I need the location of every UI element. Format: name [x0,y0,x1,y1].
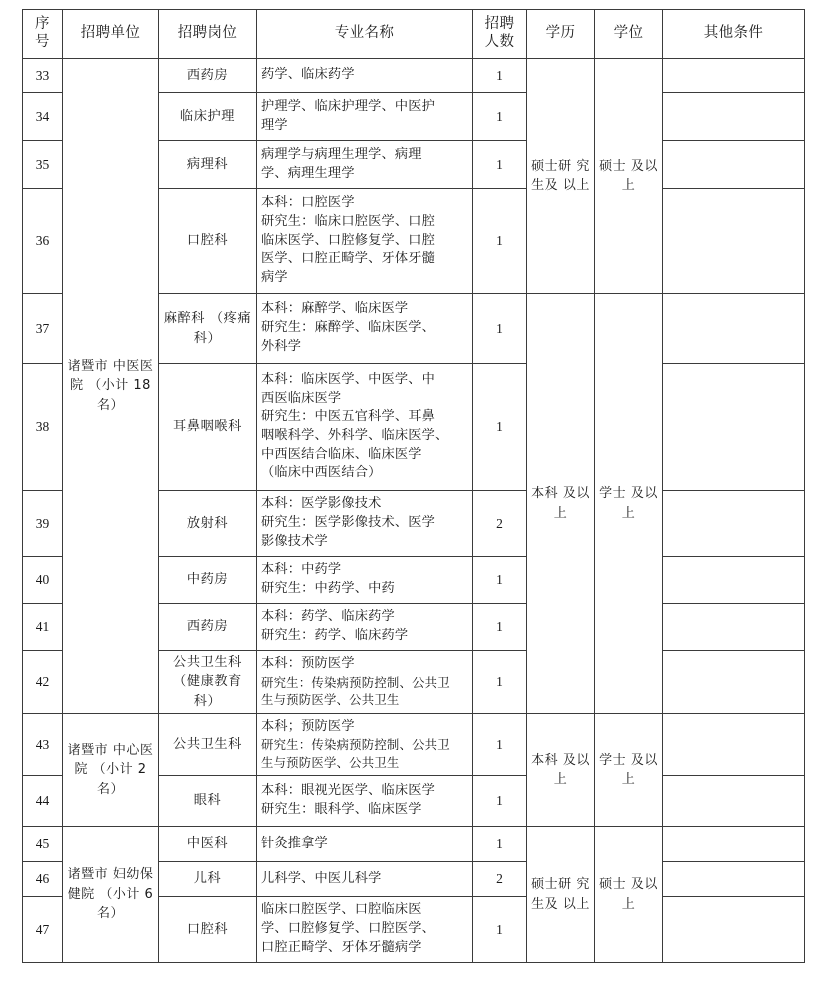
cell-other [663,714,805,776]
cell-post [159,862,257,897]
table-row [23,827,805,862]
unit-line-2: 中医医院 [70,358,154,394]
cell-count: 1 [473,776,527,827]
unit-line-2: 中心医院 [74,742,154,778]
cell-seq: 45 [23,827,63,862]
post-line: （疼痛科） [193,311,252,346]
column-header-unit: 招聘单位 [63,10,159,59]
cell-post [159,714,257,776]
deg-line: 学士 [599,486,627,501]
major-line: 研究生：麻醉学、临床医学、 [261,320,436,336]
cell-other [663,141,805,189]
major-line: 本科：医学影像技术 [261,496,382,512]
cell-count: 2 [473,862,527,897]
cell-seq: 42 [23,651,63,714]
major-line: 研究生：药学、临床药学 [261,628,409,643]
deg-line: 硕士 [599,158,627,174]
unit-line-1: 诸暨市 [67,867,109,883]
major-line: （临床中西医结合） [261,465,382,481]
cell-count: 1 [473,93,527,141]
cell-seq: 44 [23,776,63,827]
header-line-2: 人数 [484,34,515,50]
cell-major [257,604,473,651]
cell-post [159,364,257,491]
post-line: 西药房 [186,619,229,635]
cell-unit-1 [63,59,159,714]
cell-major [257,897,473,963]
cell-major [257,714,473,776]
cell-seq: 33 [23,59,63,93]
cell-post [159,827,257,862]
cell-other [663,93,805,141]
post-line: 中药房 [186,572,229,588]
major-line: 研究生：传染病预防控制、公共卫 [261,737,450,753]
major-line: 研究生：医学影像技术、医学 [261,515,436,531]
deg-line: 学士 [599,752,627,768]
post-line: 放射科 [186,515,229,531]
cell-major [257,491,473,557]
cell-seq: 34 [23,93,63,141]
cell-count: 1 [473,827,527,862]
cell-degree-3 [595,714,663,827]
header-line-2: 号 [35,34,50,50]
post-line: 麻醉科 [163,311,206,327]
cell-major [257,827,473,862]
major-line: 临床口腔医学、口腔临床医 [261,902,422,918]
cell-other [663,364,805,491]
major-line: 病理学与病理生理学、病理 [261,146,422,162]
major-line: 口腔正畸学、牙体牙髓病学 [261,939,422,955]
unit-line-4: 名） [96,906,124,922]
unit-line-2: 妇幼保健院 [67,867,154,902]
cell-count: 1 [473,141,527,189]
edu-line: 本科 [531,486,559,501]
cell-other [663,557,805,604]
cell-count: 1 [473,897,527,963]
major-line: 影像技术学 [261,533,328,549]
major-line: 病学 [261,270,288,286]
cell-major [257,862,473,897]
edu-line: 究生及 [531,158,590,193]
major-line: 临床医学、口腔修复学、口腔 [261,232,436,248]
major-line: 本科：麻醉学、临床医学 [261,301,409,317]
cell-post [159,59,257,93]
cell-other [663,59,805,93]
major-line: 中西医结合临床、临床医学 [261,446,422,462]
deg-line: 及以上 [621,877,658,912]
cell-unit-3 [63,827,159,963]
cell-major [257,557,473,604]
cell-seq: 41 [23,604,63,651]
cell-degree-4 [595,827,663,963]
column-header-seq [23,10,63,59]
cell-education-1 [527,59,595,294]
major-line: 研究生：中医五官科学、耳鼻 [261,409,436,425]
major-line: 儿科学、中医儿科学 [261,870,382,886]
cell-other [663,189,805,294]
post-line: 眼科 [193,793,222,809]
cell-major [257,364,473,491]
cell-post [159,491,257,557]
deg-line: 及以上 [621,752,658,787]
post-line: 口腔科 [186,921,229,937]
header-line-1: 序 [35,16,50,33]
cell-seq: 35 [23,141,63,189]
cell-count: 1 [473,59,527,93]
major-line: 本科：中药学 [261,562,342,578]
cell-post [159,651,257,714]
cell-count: 1 [473,364,527,491]
cell-seq: 37 [23,294,63,364]
post-line: 西药房 [186,67,229,83]
deg-line: 及以上 [621,486,658,521]
cell-major [257,59,473,93]
cell-unit-2 [63,714,159,827]
cell-other [663,776,805,827]
cell-other [663,827,805,862]
cell-other [663,862,805,897]
post-line: 耳鼻咽喉科 [173,419,242,435]
column-header-other: 其他条件 [663,10,805,59]
cell-post [159,93,257,141]
major-line: 研究生：传染病预防控制、公共卫 [261,674,450,690]
cell-major [257,651,473,714]
unit-line-1: 诸暨市 [67,742,109,758]
cell-other [663,604,805,651]
cell-count: 1 [473,651,527,714]
edu-line: 及以上 [553,486,590,521]
post-line: 口腔科 [186,233,229,249]
post-line: 临床护理 [179,108,236,124]
column-header-post: 招聘岗位 [159,10,257,59]
cell-post [159,294,257,364]
major-line: 理学 [261,117,288,133]
cell-major [257,776,473,827]
cell-count: 1 [473,294,527,364]
edu-line: 硕士研 [531,158,572,174]
unit-line-1: 诸暨市 [67,358,109,374]
post-line: （健康教育科） [173,674,242,709]
cell-other [663,491,805,557]
edu-line: 以上 [562,896,590,912]
cell-education-3 [527,714,595,827]
major-line: 外科学 [261,338,302,354]
deg-line: 硕士 [599,877,627,892]
cell-post [159,897,257,963]
post-line: 中医科 [186,836,229,852]
table-row [23,714,805,776]
edu-line: 及以上 [553,752,590,787]
cell-seq: 38 [23,364,63,491]
post-line: 公共卫生科 [173,655,242,671]
major-line: 咽喉科学、外科学、临床医学、 [261,428,449,443]
major-line: 生与预防医学、公共卫生 [261,754,400,770]
cell-post [159,557,257,604]
cell-education-4 [527,827,595,963]
post-line: 公共卫生科 [173,736,242,752]
major-line: 学、病理生理学 [261,165,355,181]
cell-count: 1 [473,604,527,651]
deg-line: 及以上 [621,158,658,193]
cell-post [159,604,257,651]
major-line: 本科；预防医学 [261,718,355,734]
table-header [23,10,805,59]
major-line: 学、口腔修复学、口腔医学、 [261,921,436,937]
cell-count: 1 [473,189,527,294]
major-line: 本科：预防医学 [261,656,355,672]
cell-seq: 40 [23,557,63,604]
recruitment-table [22,9,805,963]
cell-seq: 46 [23,862,63,897]
cell-post [159,141,257,189]
column-header-education: 学历 [527,10,595,59]
major-line: 研究生：眼科学、临床医学 [261,802,422,817]
major-line: 研究生：中药学、中药 [261,581,395,596]
cell-other [663,651,805,714]
edu-line: 本科 [531,752,559,768]
cell-major [257,93,473,141]
cell-other [663,897,805,963]
major-line: 药学、临床药学 [261,67,355,83]
cell-degree-1 [595,59,663,294]
major-line: 研究生：临床口腔医学、口腔 [261,213,436,229]
cell-post [159,189,257,294]
cell-degree-2 [595,294,663,714]
major-line: 医学、口腔正畸学、牙体牙髓 [261,251,436,267]
major-line: 西医临床医学 [261,390,342,406]
cell-seq: 39 [23,491,63,557]
major-line: 本科：眼视光医学、临床医学 [261,783,436,799]
major-line: 本科：口腔医学 [261,195,355,211]
edu-line: 究生及 [531,877,590,912]
header-row [23,10,805,59]
cell-post [159,776,257,827]
major-line: 针灸推拿学 [261,835,328,851]
cell-major [257,141,473,189]
edu-line: 硕士研 [531,877,572,892]
cell-seq: 36 [23,189,63,294]
table-row [23,59,805,93]
column-header-count [473,10,527,59]
unit-line-4: 名） [96,397,124,413]
edu-line: 以上 [562,178,590,193]
unit-line-3: （小计 2 [92,762,147,778]
table-body [23,59,805,963]
unit-line-4: 名） [96,781,124,797]
header-line-1: 招聘 [484,16,515,33]
cell-major [257,294,473,364]
unit-line-3: （小计 6 [99,886,154,902]
major-line: 本科：临床医学、中医学、中 [261,371,436,387]
major-line: 本科：药学、临床药学 [261,609,395,625]
cell-count: 1 [473,557,527,604]
major-line: 护理学、临床护理学、中医护 [261,98,436,114]
major-line: 生与预防医学、公共卫生 [261,692,400,708]
cell-seq: 43 [23,714,63,776]
post-line: 病理科 [186,156,229,172]
cell-education-2 [527,294,595,714]
cell-seq: 47 [23,897,63,963]
post-line: 儿科 [193,871,222,887]
cell-count: 1 [473,714,527,776]
column-header-major: 专业名称 [257,10,473,59]
cell-count: 2 [473,491,527,557]
unit-line-3: （小计 18 [88,378,151,394]
column-header-degree: 学位 [595,10,663,59]
cell-major [257,189,473,294]
cell-other [663,294,805,364]
